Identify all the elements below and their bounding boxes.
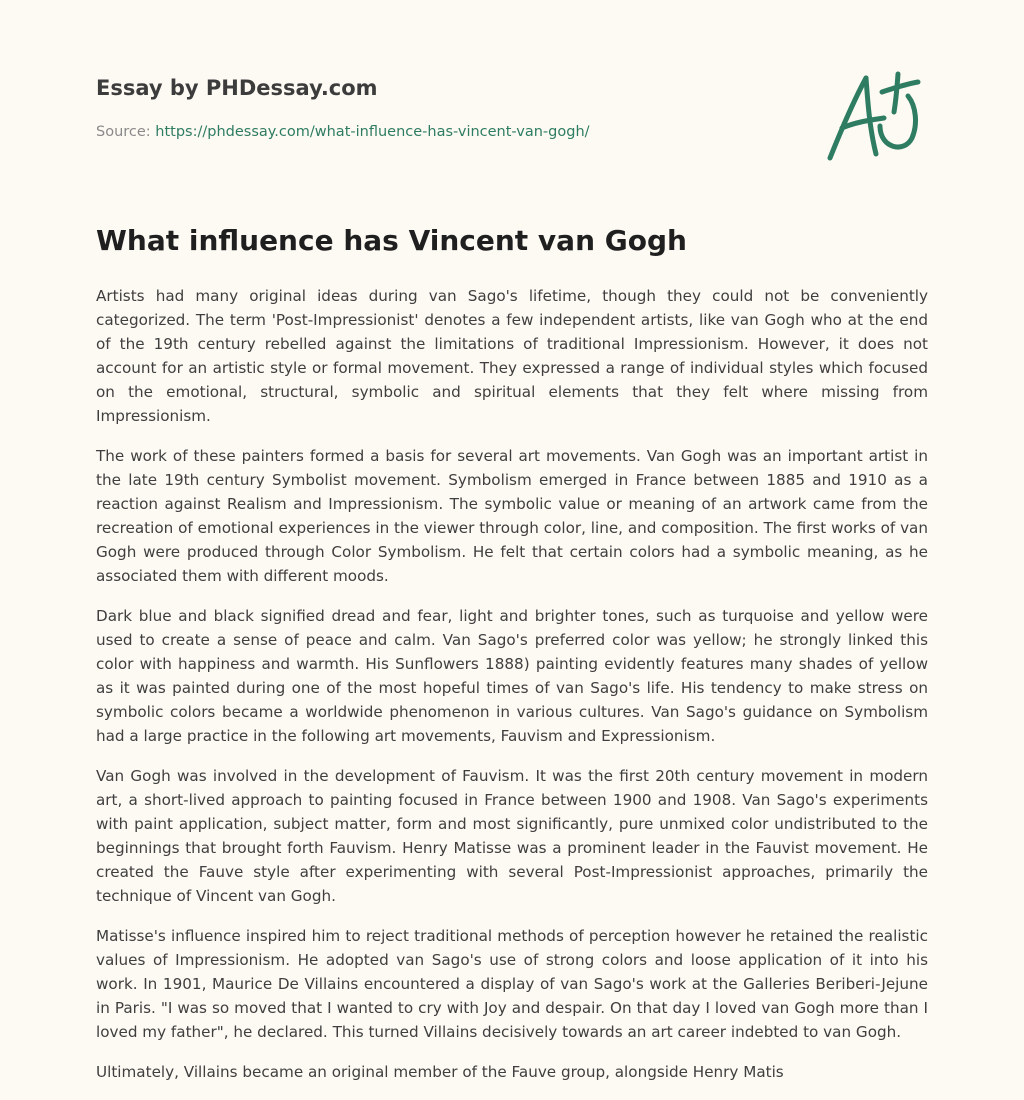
paragraph: Matisse's influence inspired him to reject traditional methods of perception however he retained the realistic values of Impressionism. He adopted van Sago's use of strong colors and loose application of it into his work. In 1901, Maurice De Villains encountered a display of van Sago's work at the Galleries Beriberi-Jejune in Paris. "I was so moved that I wanted to cry with Joy and despair. On that day I loved van Gogh more than I loved my father", he declared. This turned Villains decisively towards an art career indebted to van Gogh. [96, 927, 928, 1041]
paragraph: Van Gogh was involved in the development of Fauvism. It was the first 20th century movement in modern art, a short-lived approach to painting focused in France between 1900 and 1908. Van Sago's experiments with paint application, subject matter, form and most significantly, pure unmixed color undistributed to the beginnings that brought forth Fauvism. Henry Matisse was a prominent leader in the Fauvist movement. He created the Fauve style after experimenting with several Post-Impressionist approaches, primarily the technique of Vincent van Gogh. [96, 767, 928, 905]
paragraph: The work of these painters formed a basis for several art movements. Van Gogh was an important artist in the late 19th century Symbolist movement. Symbolism emerged in France between 1885 and 1910 as a reaction against Realism and Impressionism. The symbolic value or meaning of an artwork came from the recreation of emotional experiences in the viewer through color, line, and composition. The first works of van Gogh were produced through Color Symbolism. He felt that certain colors had a symbolic meaning, as he associated them with different moods. [96, 447, 928, 585]
a-plus-logo-icon [820, 66, 930, 166]
essay-title: What influence has Vincent van Gogh [96, 224, 687, 257]
source-link[interactable]: https://phdessay.com/what-influence-has-vincent-van-gogh/ [155, 124, 590, 140]
paragraph: Artists had many original ideas during van Sago's lifetime, though they could not be conveniently categorized. The term 'Post-Impressionist' denotes a few independent artists, like van Gogh who at the end of the 19th century rebelled against the limitations of traditional Impressionism. However, it does not account for an artistic style or formal movement. They expressed a range of individual styles which focused on the emotional, structural, symbolic and spiritual elements that they felt where missing from Impressionism. [96, 287, 928, 425]
paragraph: Dark blue and black signified dread and fear, light and brighter tones, such as turquoise and yellow were used to create a sense of peace and calm. Van Sago's preferred color was yellow; he strongly linked this color with happiness and warmth. His Sunflowers 1888) painting evidently features many shades of yellow as it was painted during one of the most hopeful times of van Sago's life. His tendency to make stress on symbolic colors became a worldwide phenomenon in various cultures. Van Sago's guidance on Symbolism had a large practice in the following art movements, Fauvism and Expressionism. [96, 607, 928, 745]
source-line [96, 124, 590, 140]
essay-body [96, 284, 928, 1100]
paragraph: Ultimately, Villains became an original member of the Fauve group, alongside Henry Matis [96, 1063, 784, 1081]
source-label: Source: [96, 124, 156, 140]
site-title: Essay by PHDessay.com [96, 76, 378, 100]
